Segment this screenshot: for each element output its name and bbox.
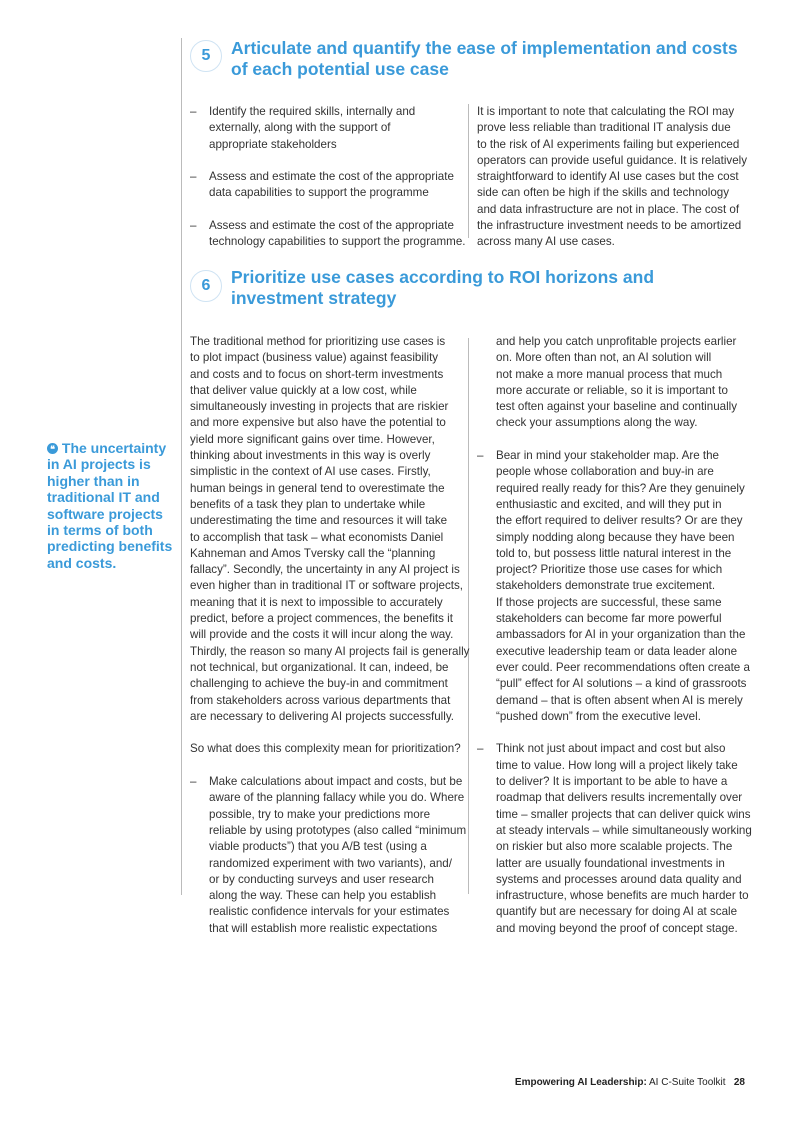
bullet-item	[477, 448, 752, 725]
text-line: Make calculations about impact and costs, but be	[209, 775, 463, 789]
text-line: from stakeholders across various departments that	[190, 693, 451, 707]
text-line: infrastructure, whose benefits are much harder to	[496, 889, 749, 903]
text-line: Thirdly, the reason so many AI projects fail is generally	[190, 644, 470, 658]
dash-marker: –	[190, 775, 197, 789]
text-line: time – smaller projects that can deliver quick wins	[496, 807, 751, 821]
text-line: simply nodding along because they have been	[496, 530, 735, 544]
text-line: viable products”) that you A/B test (using a	[209, 840, 427, 854]
text-line: challenging to achieve the buy-in and commitment	[190, 677, 448, 691]
text-line: randomized experiment with two variants), and/	[209, 856, 452, 870]
text-line: simultaneously investing in projects that are riskier	[190, 400, 449, 414]
section-number-badge: 5	[190, 40, 222, 72]
text-line: Identify the required skills, internally and	[209, 105, 416, 118]
bullet-item	[190, 774, 469, 937]
text-line: that will establish more realistic expectations	[209, 921, 438, 935]
text-line: reliable by using prototypes (also called “minimum	[209, 823, 467, 837]
bullet-item	[190, 218, 466, 251]
text-line: demand – that is often absent when AI is merely	[496, 693, 743, 707]
text-line: yield more significant gains over time. However,	[190, 432, 435, 446]
pull-quote-line: software projects	[47, 505, 163, 522]
text-line: the infrastructure investment needs to be amortized	[477, 219, 742, 233]
text-line: along the way. These can help you establish	[209, 889, 437, 903]
text-line: on riskier but also more scalable projects. The	[496, 840, 733, 854]
text-line: across many AI use cases.	[477, 235, 615, 249]
text-line: to plot impact (business value) against feasibility	[190, 351, 439, 365]
text-line: roadmap that delivers results incrementally over	[496, 791, 743, 805]
text-line: simplistic in the context of AI use cases. Firstly,	[190, 465, 431, 479]
text-line: stakeholders can become far more powerful	[496, 612, 722, 626]
text-line: project? Prioritize those use cases for which	[496, 563, 723, 577]
text-line: and data infrastructure are not in place. The cost of	[477, 202, 740, 216]
text-line: human beings in general tend to overestimate the	[190, 481, 445, 495]
text-line: So what does this complexity mean for prioritization?	[190, 742, 461, 756]
text-line: benefits of a task they plan to undertake while	[190, 497, 426, 511]
bullet-item	[477, 741, 752, 937]
section-heading: Articulate and quantify the ease of implementation and costs of each potential use case	[231, 38, 738, 79]
section5-right-paragraph	[477, 104, 747, 251]
pull-quote-line: traditional IT and	[47, 489, 160, 506]
dash-marker: –	[477, 742, 484, 756]
text-line: ever could. Peer recommendations often create a	[496, 660, 750, 674]
bullet-item	[190, 169, 464, 202]
text-line: stakeholders demonstrate true excitement.	[496, 579, 716, 593]
dash-marker: –	[190, 105, 197, 118]
text-line: more accurate or reliable, so it is important to	[496, 383, 728, 397]
text-line: latter are usually foundational investments in	[496, 856, 725, 870]
bullet-item	[190, 104, 464, 153]
text-line: side can often be high if the skills and technology	[477, 186, 730, 200]
text-line: test often against your baseline and continually	[496, 400, 738, 414]
text-line: ambassadors for AI in your organization than the	[496, 628, 746, 642]
text-line: are necessary to delivering AI projects successfully.	[190, 709, 454, 723]
left-rule	[181, 38, 182, 895]
section-number-badge: 6	[190, 270, 222, 302]
text-line: operators can provide useful guidance. It is relatively	[477, 153, 748, 167]
pull-quote-line: in terms of both	[47, 522, 153, 539]
footer-title: Empowering AI Leadership:	[514, 1077, 647, 1088]
text-line: Bear in mind your stakeholder map. Are the	[496, 449, 719, 463]
text-line: externally, along with the support of	[209, 121, 391, 135]
text-line: to the risk of AI experiments failing but experienced	[477, 137, 740, 151]
text-line: will provide and the costs it will incur along the way.	[190, 628, 454, 642]
text-line: data capabilities to support the programme	[209, 186, 429, 200]
text-line: Think not just about impact and cost but also	[496, 742, 726, 756]
text-line: told to, but possess little natural interest in the	[496, 546, 732, 560]
text-line: Kahneman and Amos Tversky call the “planning	[190, 546, 436, 560]
text-line: executive leadership team or data leader alone	[496, 644, 738, 658]
text-line: Assess and estimate the cost of the appropriate	[209, 219, 454, 233]
text-line: prove less reliable than traditional IT analysis due	[477, 121, 731, 135]
text-line: meaning that it is next to impossible to accurately	[190, 595, 443, 609]
text-line: enthusiastic and excited, and will they put in	[496, 497, 722, 511]
section6-left-column	[190, 334, 469, 937]
section-heading: Prioritize use cases according to ROI horizons and investment strategy	[231, 267, 655, 308]
text-line: “pushed down” from the executive level.	[496, 709, 701, 723]
text-line: Assess and estimate the cost of the appropriate	[209, 170, 454, 184]
text-line: thinking about investments in this way is overly	[190, 449, 431, 463]
text-line: underestimating the time and resources it will take	[190, 514, 448, 528]
text-line: not make a more manual process that much	[496, 367, 723, 381]
text-line: not technical, but organizational. It can, indeed, be	[190, 660, 449, 674]
text-line: fallacy”. Secondly, the uncertainty in any AI project is	[190, 563, 460, 577]
text-line: The traditional method for prioritizing use cases is	[190, 335, 446, 348]
footer-subtitle: AI C-Suite Toolkit	[646, 1077, 726, 1088]
text-line: technology capabilities to support the programme.	[209, 235, 466, 249]
pull-quote	[47, 440, 172, 571]
text-line: on. More often than not, an AI solution will	[496, 351, 712, 365]
text-line: and moving beyond the proof of concept stage.	[496, 921, 738, 935]
text-line: quantify but are necessary for doing AI at scale	[496, 905, 738, 919]
text-line: If those projects are successful, these same	[496, 595, 722, 609]
text-line: to accomplish that task – what economists Daniel	[190, 530, 444, 544]
text-line: people whose collaboration and buy-in are	[496, 465, 714, 479]
text-line: and help you catch unprofitable projects earlier	[496, 335, 737, 348]
text-line: to deliver? It is important to be able to have a	[496, 775, 728, 789]
footer	[515, 1077, 745, 1088]
text-line: the effort required to deliver results? Or are they	[496, 514, 743, 528]
text-line: It is important to note that calculating the ROI may	[477, 105, 735, 118]
quote-icon: ❝	[47, 443, 58, 454]
text-line: check your assumptions along the way.	[496, 416, 698, 430]
text-line: aware of the planning fallacy while you do. Where	[209, 791, 465, 805]
text-line: and more expensive but also have the potential to	[190, 416, 446, 430]
text-line: predict, before a project commences, the benefits it	[190, 612, 453, 626]
text-line: required really ready for this? Are they genuinely	[496, 481, 745, 495]
page-number: 28	[733, 1077, 745, 1088]
text-line: “pull” effect for AI solutions – a kind of grassroots	[496, 677, 747, 691]
column-rule	[468, 104, 469, 238]
text-line: possible, try to make your predictions more	[209, 807, 431, 821]
text-line: systems and processes around data quality and	[496, 872, 742, 886]
pull-quote-line: and costs.	[47, 554, 117, 571]
text-line: appropriate stakeholders	[209, 137, 337, 151]
dash-marker: –	[190, 170, 197, 184]
pull-quote-line: higher than in	[47, 472, 140, 489]
text-line: straightforward to identify AI use cases but the cost	[477, 170, 739, 184]
pull-quote-line: in AI projects is	[47, 456, 151, 473]
text-line: or by conducting surveys and user research	[209, 872, 434, 886]
dash-marker: –	[477, 449, 484, 463]
text-line: time to value. How long will a project likely take	[496, 758, 738, 772]
section6-right-column	[477, 334, 752, 937]
section5-bullets	[190, 104, 466, 251]
pull-quote-line: The uncertainty	[61, 440, 167, 456]
text-line: that deliver value quickly at a low cost, while	[190, 383, 417, 397]
text-line: at steady intervals – while simultaneously working	[496, 823, 752, 837]
text-line: and costs and to focus on short-term investments	[190, 367, 444, 381]
dash-marker: –	[190, 219, 197, 233]
pull-quote-line: predicting benefits	[47, 538, 173, 555]
text-line: even higher than in traditional IT or software projects,	[190, 579, 464, 593]
text-line: realistic confidence intervals for your estimates	[209, 905, 450, 919]
